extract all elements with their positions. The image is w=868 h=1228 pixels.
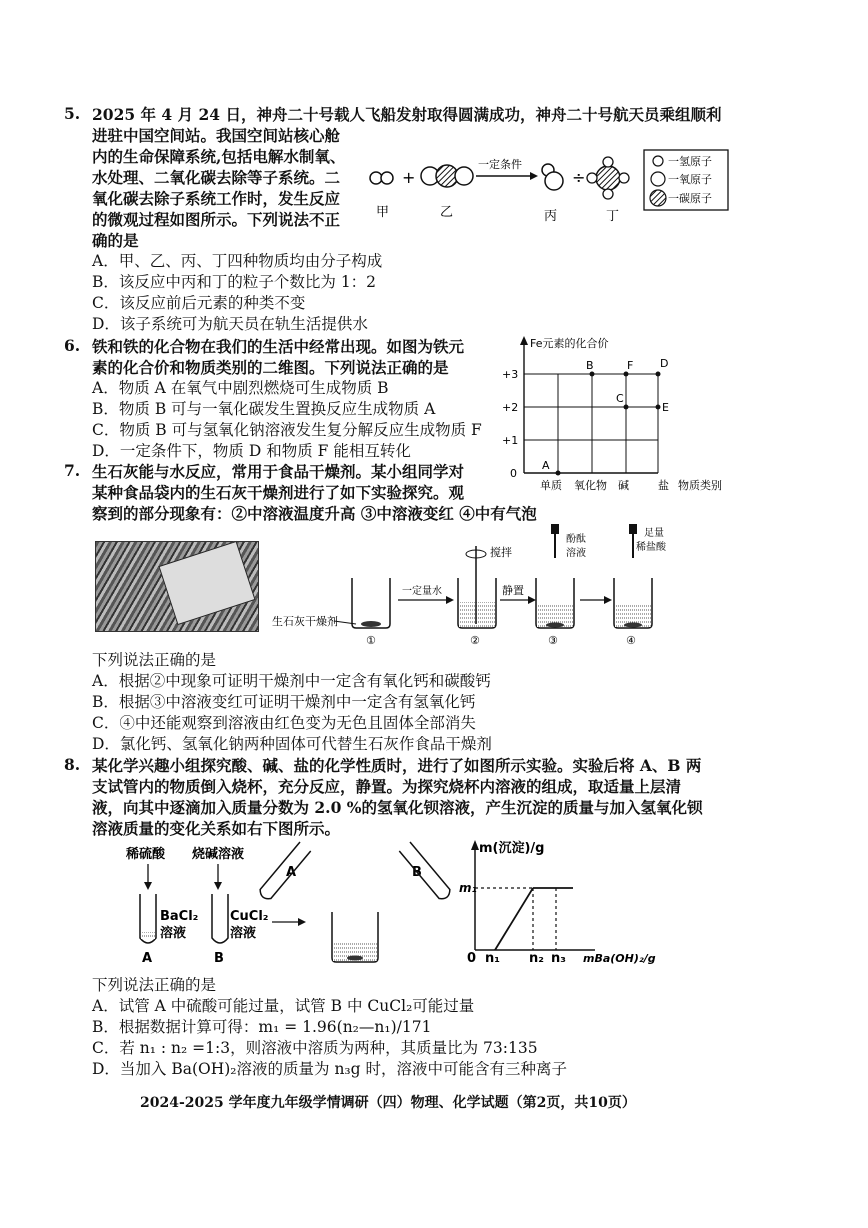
q5-option-c: C．该反应前后元素的种类不变 (92, 294, 306, 312)
q5-option-b: B．该反应中丙和丁的粒子个数比为 1：2 (92, 273, 377, 291)
test-tube-b (212, 894, 228, 943)
n3-label: n₃ (551, 951, 566, 966)
beaker-label-2: ② (470, 634, 480, 647)
plus-sign: ÷ (572, 168, 586, 187)
legend-carbon-icon (650, 190, 666, 206)
q5-stem-line: 内的生命保障系统,包括电解水制氧、 (92, 147, 346, 166)
pour-tube-b (399, 842, 452, 902)
desiccant-photo (95, 541, 259, 632)
x-tick-label: 碱 (618, 479, 629, 492)
dropper-bulb (551, 524, 559, 534)
arrow-head (604, 596, 612, 604)
phenolphthalein-label-2: 溶液 (566, 548, 586, 559)
point-label-e: E (662, 401, 669, 414)
label-yi: 乙 (440, 205, 454, 220)
legend-carbon: 一碳原子 (668, 192, 712, 205)
precipitate-rise-line (495, 888, 533, 950)
legend-oxygen: 一氧原子 (668, 173, 712, 186)
q7-option-b: B．根据③中溶液变红可证明干燥剂中一定含有氢氧化钙 (92, 693, 476, 711)
carbon-atom (596, 166, 620, 190)
q5-stem-line-1: 2025 年 4 月 24 日，神舟二十号载人飞船发射取得圆满成功，神舟二十号航天员乘组顺利 (92, 105, 722, 124)
beaker-label-1: ① (366, 634, 376, 647)
q5-stem-line: 的微观过程如图所示。下列说法不正 (92, 210, 341, 229)
y-tick-label: +1 (502, 434, 519, 447)
q6-valence-category-chart (490, 333, 740, 493)
point-label-f: F (627, 359, 634, 372)
point-label-d: D (660, 357, 669, 370)
y-axis-label: m(沉淀)/g (479, 841, 545, 856)
q5-stem-line: 水处理、二氧化碳去除等子系统。二 (92, 168, 341, 187)
arrow-head (298, 918, 306, 926)
y-axis-arrow (520, 336, 528, 345)
hcl-label-1: 足量 (644, 528, 664, 539)
tube-a-liquid (141, 932, 155, 939)
q8-prompt: 下列说法正确的是 (92, 976, 217, 994)
legend-oxygen-icon (651, 172, 665, 186)
oxygen-atom (455, 167, 473, 185)
tube-b-label: B (214, 951, 224, 966)
x-axis-label: mBa(OH)₂/g (583, 952, 656, 965)
stand-label: 静置 (502, 584, 524, 597)
arrow-head (214, 882, 222, 890)
reaction-condition: 一定条件 (478, 158, 522, 171)
q8-option-b: B．根据数据计算可得：m₁ = 1.96(n₂—n₁)/171 (92, 1018, 432, 1036)
q6-option-a: A．物质 A 在氧气中剧烈燃烧可生成物质 B (92, 379, 389, 397)
point-d (656, 372, 661, 377)
q5-molecular-reaction-diagram (368, 150, 733, 230)
question-number-8: 8. (64, 755, 81, 774)
solution-2 (459, 602, 495, 627)
label-jia: 甲 (376, 205, 390, 220)
legend-hydrogen: 一氢原子 (668, 155, 712, 168)
hydrogen-atom (619, 173, 629, 183)
beaker-label-3: ③ (548, 634, 558, 647)
y-axis-arrow (471, 840, 479, 850)
y-tick-label: 0 (510, 467, 517, 480)
q8-stem-line: 支试管内的物质倒入烧杯，充分反应，静置。为探究烧杯内溶液的组成，取适量上层清 (92, 777, 682, 796)
q6-option-c: C．物质 B 可与氢氧化钠溶液发生复分解反应生成物质 F (92, 421, 482, 439)
label-ding: 丁 (606, 209, 620, 224)
q7-prompt: 下列说法正确的是 (92, 651, 217, 669)
pour-tube-a-label: A (286, 865, 297, 880)
x-tick-label: 氧化物 (574, 479, 607, 492)
q5-stem-line: 氧化碳去除子系统工作时，发生反应 (92, 189, 341, 208)
question-number-6: 6. (64, 336, 81, 355)
sediment (624, 623, 642, 628)
q5-stem-line: 进驻中国空间站。我国空间站核心舱 (92, 126, 341, 145)
point-label-a: A (542, 459, 550, 472)
point-label-b: B (586, 359, 594, 372)
page-footer: 2024-2025 学年度九年级学情调研（四）物理、化学试题（第2页，共10页） (140, 1095, 636, 1111)
q7-stem-line: 察到的部分现象有：②中溶液温度升高 ③中溶液变红 ④中有气泡 (92, 504, 537, 523)
question-number-7: 7. (64, 461, 81, 480)
q8-precipitate-chart (455, 838, 675, 970)
m1-label: m₁ (459, 881, 477, 895)
q5-option-a: A．甲、乙、丙、丁四种物质均由分子构成 (92, 252, 383, 270)
origin-label: 0 (467, 951, 477, 966)
stir-label: 搅拌 (490, 546, 512, 559)
point-f (624, 372, 629, 377)
precipitate (347, 956, 363, 961)
sample-label: 生石灰干燥剂 (272, 615, 338, 628)
add-water-label: 一定量水 (402, 586, 442, 597)
desiccant-sample (361, 621, 381, 627)
arrow-head (144, 882, 152, 890)
q6-stem-line: 铁和铁的化合物在我们的生活中经常出现。如图为铁元 (92, 337, 465, 356)
n1-label: n₁ (485, 951, 500, 966)
tube-a-label: A (142, 951, 153, 966)
y-tick-label: +2 (502, 401, 519, 414)
q7-option-d: D．氯化钙、氢氧化钠两种固体可代替生石灰作食品干燥剂 (92, 735, 492, 753)
hydrogen-atom (603, 189, 613, 199)
arrow-head (528, 596, 536, 604)
q8-option-a: A．试管 A 中硫酸可能过量，试管 B 中 CuCl₂可能过量 (92, 997, 475, 1015)
x-tick-label: 盐 (658, 479, 669, 492)
legend-hydrogen-icon (653, 156, 663, 166)
y-axis-label: Fe元素的化合价 (530, 337, 609, 350)
x-axis-label: 物质类别 (678, 479, 722, 492)
q5-stem-line: 确的是 (92, 231, 139, 250)
phenolphthalein-label-1: 酚酞 (566, 534, 586, 545)
point-b (590, 372, 595, 377)
point-a (556, 471, 561, 476)
q6-stem-line: 素的化合价和物质类别的二维图。下列说法正确的是 (92, 358, 449, 377)
q8-stem-line: 液，向其中逐滴加入质量分数为 2.0 %的氢氧化钡溶液，产生沉淀的质量与加入氢氧化钡 (92, 798, 703, 817)
q6-option-d: D．一定条件下，物质 D 和物质 F 能相互转化 (92, 442, 411, 460)
pour-tube-b-label: B (412, 865, 422, 880)
q8-test-tube-diagram (120, 838, 420, 968)
q8-stem-line: 溶液质量的变化关系如右下图所示。 (92, 819, 341, 838)
pour-tube-a (258, 842, 311, 902)
plus-sign: + (402, 168, 416, 187)
tube-a-reagent-1: BaCl₂ (160, 909, 199, 924)
y-tick-label: +3 (502, 368, 519, 381)
q7-experiment-diagram (268, 524, 668, 648)
q7-stem-line: 某种食品袋内的生石灰干燥剂进行了如下实验探究。观 (92, 483, 465, 502)
reagent-b-label: 烧碱溶液 (192, 847, 245, 862)
beaker-label-4: ④ (626, 634, 636, 647)
hydrogen-atom (587, 173, 597, 183)
dropper-bulb (629, 524, 637, 534)
q8-option-d: D．当加入 Ba(OH)₂溶液的质量为 n₃g 时，溶液中可能含有三种离子 (92, 1060, 567, 1078)
arrow-head (446, 596, 454, 604)
q8-option-c: C．若 n₁ : n₂ =1:3，则溶液中溶质为两种，其质量比为 73:135 (92, 1039, 538, 1057)
n2-label: n₂ (529, 951, 544, 966)
point-c (624, 405, 629, 410)
q5-option-d: D．该子系统可为航天员在轨生活提供水 (92, 315, 368, 333)
sediment (546, 623, 564, 628)
point-e (656, 405, 661, 410)
tube-b-reagent-1: CuCl₂ (230, 909, 269, 924)
reagent-a-label: 稀硫酸 (126, 847, 166, 862)
hcl-label-2: 稀盐酸 (636, 542, 666, 553)
hydrogen-atom (603, 157, 613, 167)
q7-option-c: C．④中还能观察到溶液由红色变为无色且固体全部消失 (92, 714, 476, 732)
beaker-1 (352, 578, 390, 628)
hydrogen-atom (370, 172, 382, 184)
q6-option-b: B．物质 B 可与一氧化碳发生置换反应生成物质 A (92, 400, 436, 418)
arrow-head (530, 172, 538, 180)
point-label-c: C (616, 392, 624, 405)
question-number-5: 5. (64, 104, 81, 123)
hydrogen-atom (381, 172, 393, 184)
tube-b-reagent-2: 溶液 (230, 926, 257, 941)
q7-option-a: A．根据②中现象可证明干燥剂中一定含有氧化钙和碳酸钙 (92, 672, 491, 690)
oxygen-atom (545, 172, 563, 190)
q7-stem-line: 生石灰能与水反应，常用于食品干燥剂。某小组同学对 (92, 462, 465, 481)
desiccant-packet-image (158, 541, 255, 625)
label-bing: 丙 (544, 209, 558, 224)
x-tick-label: 单质 (540, 479, 562, 492)
q8-stem-line: 某化学兴趣小组探究酸、碱、盐的化学性质时，进行了如图所示实验。实验后将 A、B 两 (92, 756, 702, 775)
tube-a-reagent-2: 溶液 (160, 926, 187, 941)
